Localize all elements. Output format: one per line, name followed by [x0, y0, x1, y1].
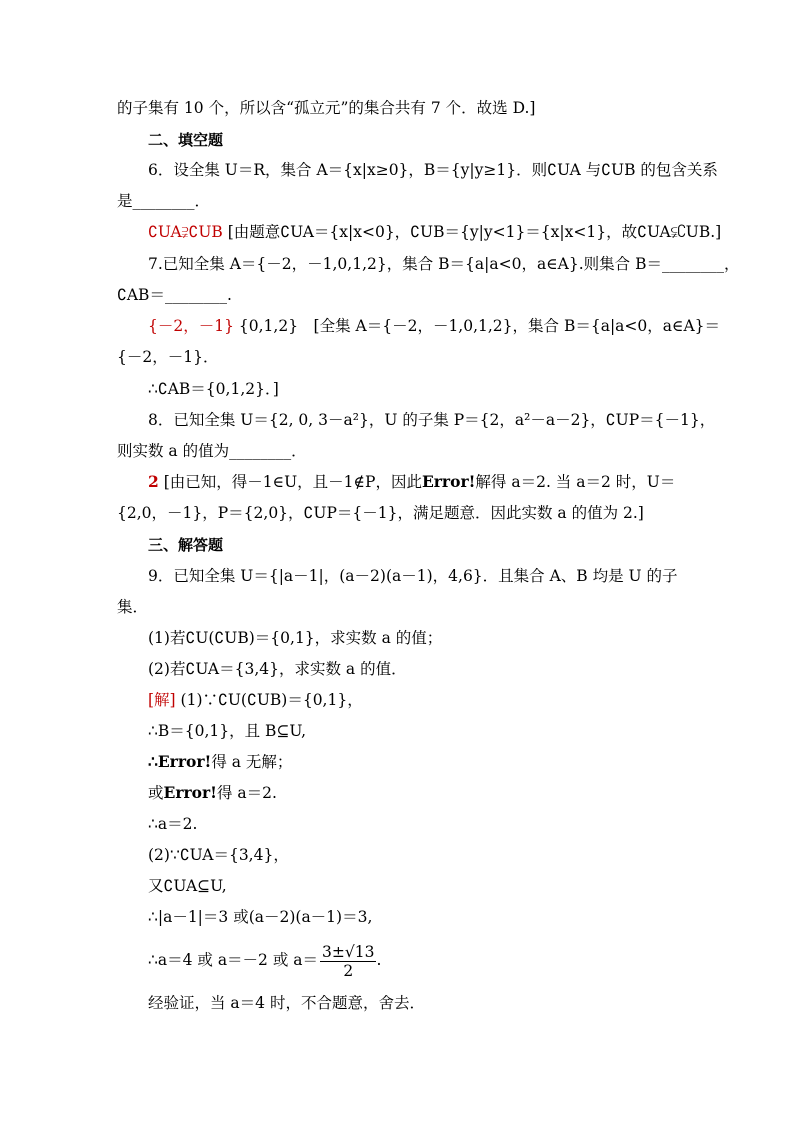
solution-line: ∴|a－1|＝3 或(a－2)(a－1)＝3,	[148, 908, 373, 926]
solution-line	[148, 783, 277, 803]
section-heading-solutions: 三、解答题	[148, 536, 224, 554]
solution-text: (1)∵∁U(∁UB)＝{0,1}，	[180, 691, 363, 709]
text-line: 的子集有 10 个，所以含“孤立元”的集合共有 7 个．故选 D.]	[117, 99, 536, 117]
explanation: [由已知，得－1∈U，且－1∉P，因此	[163, 473, 422, 491]
solution-line: ∴a＝2.	[148, 815, 198, 833]
solution-line: (2)∵∁UA＝{3,4}，	[148, 846, 289, 864]
question-8: 8．已知全集 U＝{2, 0, 3－a²}，U 的子集 P＝{2，a²－a－2}，∁UP＝{－1}，	[148, 411, 716, 429]
sub-question-2: (2)若∁UA＝{3,4}，求实数 a 的值．	[148, 660, 407, 678]
answer-7	[148, 316, 720, 336]
question-6: 6．设全集 U＝R，集合 A＝{x|x≥0}，B＝{y|y≥1}．则∁UA 与∁UB 的包含关系	[148, 161, 718, 179]
error-text: ∴Error!	[148, 752, 212, 771]
question-9: 9．已知全集 U＝{|a－1|，(a－2)(a－1)，4,6}．且集合 A、B 均是 U 的子	[148, 567, 678, 585]
text-line: 则实数 a 的值为________．	[117, 442, 307, 460]
solution-line: 又∁UA⊆U,	[148, 877, 227, 895]
answer-6	[148, 222, 721, 242]
explanation: {0,1,2} [全集 A＝{－2，－1,0,1,2}，集合 B＝{a|a<0，a∈A}＝	[238, 317, 721, 335]
solution-text: 或	[148, 784, 164, 802]
question-7: 7.已知全集 A＝{－2，－1,0,1,2}，集合 B＝{a|a<0，a∈A}.则集合 B＝________，	[148, 255, 740, 273]
explanation: [由题意∁UA＝{x|x<0}，∁UB＝{y|y<1}＝{x|x<1}，故∁UA⫋∁UB.]	[227, 223, 722, 241]
error-text: Error!	[421, 472, 476, 491]
solution-text: ∴a＝4 或 a＝－2 或 a＝	[148, 951, 319, 969]
fraction-numerator: 3±√13	[322, 942, 375, 961]
solution-text: 得 a 无解；	[211, 753, 293, 771]
solution-line: 经验证，当 a＝4 时，不合题意，舍去．	[148, 994, 425, 1012]
solution-start	[148, 690, 363, 710]
text-line: 集．	[117, 598, 149, 616]
fraction	[320, 943, 376, 980]
section-heading-fill-blank: 二、填空题	[148, 131, 224, 149]
answer-key: 2	[148, 472, 159, 491]
text-line: {2,0，－1}，P＝{2,0}，∁UP＝{－1}，满足题意．因此实数 a 的值为 2.]	[117, 504, 644, 522]
answer-8	[148, 472, 675, 492]
solution-line	[148, 752, 292, 772]
solution-line-fraction	[148, 938, 381, 982]
explanation-cont: 解得 a＝2. 当 a＝2 时，U＝	[475, 473, 676, 491]
answer-key: {－2，－1}	[148, 317, 234, 335]
solution-text: 得 a＝2.	[216, 784, 277, 802]
text-line: {－2，－1}．	[117, 348, 219, 366]
text-line: ∴∁AB＝{0,1,2}．]	[148, 380, 279, 398]
solution-line: ∴B＝{0,1}，且 B⊆U,	[148, 722, 306, 740]
error-text: Error!	[163, 783, 217, 802]
text-line: ∁AB＝________.	[117, 286, 232, 304]
solution-text: .	[376, 951, 382, 969]
text-line: 是________．	[117, 192, 211, 210]
answer-key: ∁UA⫌∁UB	[148, 223, 223, 241]
sub-question-1: (1)若∁U(∁UB)＝{0,1}，求实数 a 的值；	[148, 629, 443, 647]
solution-label: [解]	[148, 691, 176, 709]
fraction-denominator: 2	[343, 961, 354, 980]
